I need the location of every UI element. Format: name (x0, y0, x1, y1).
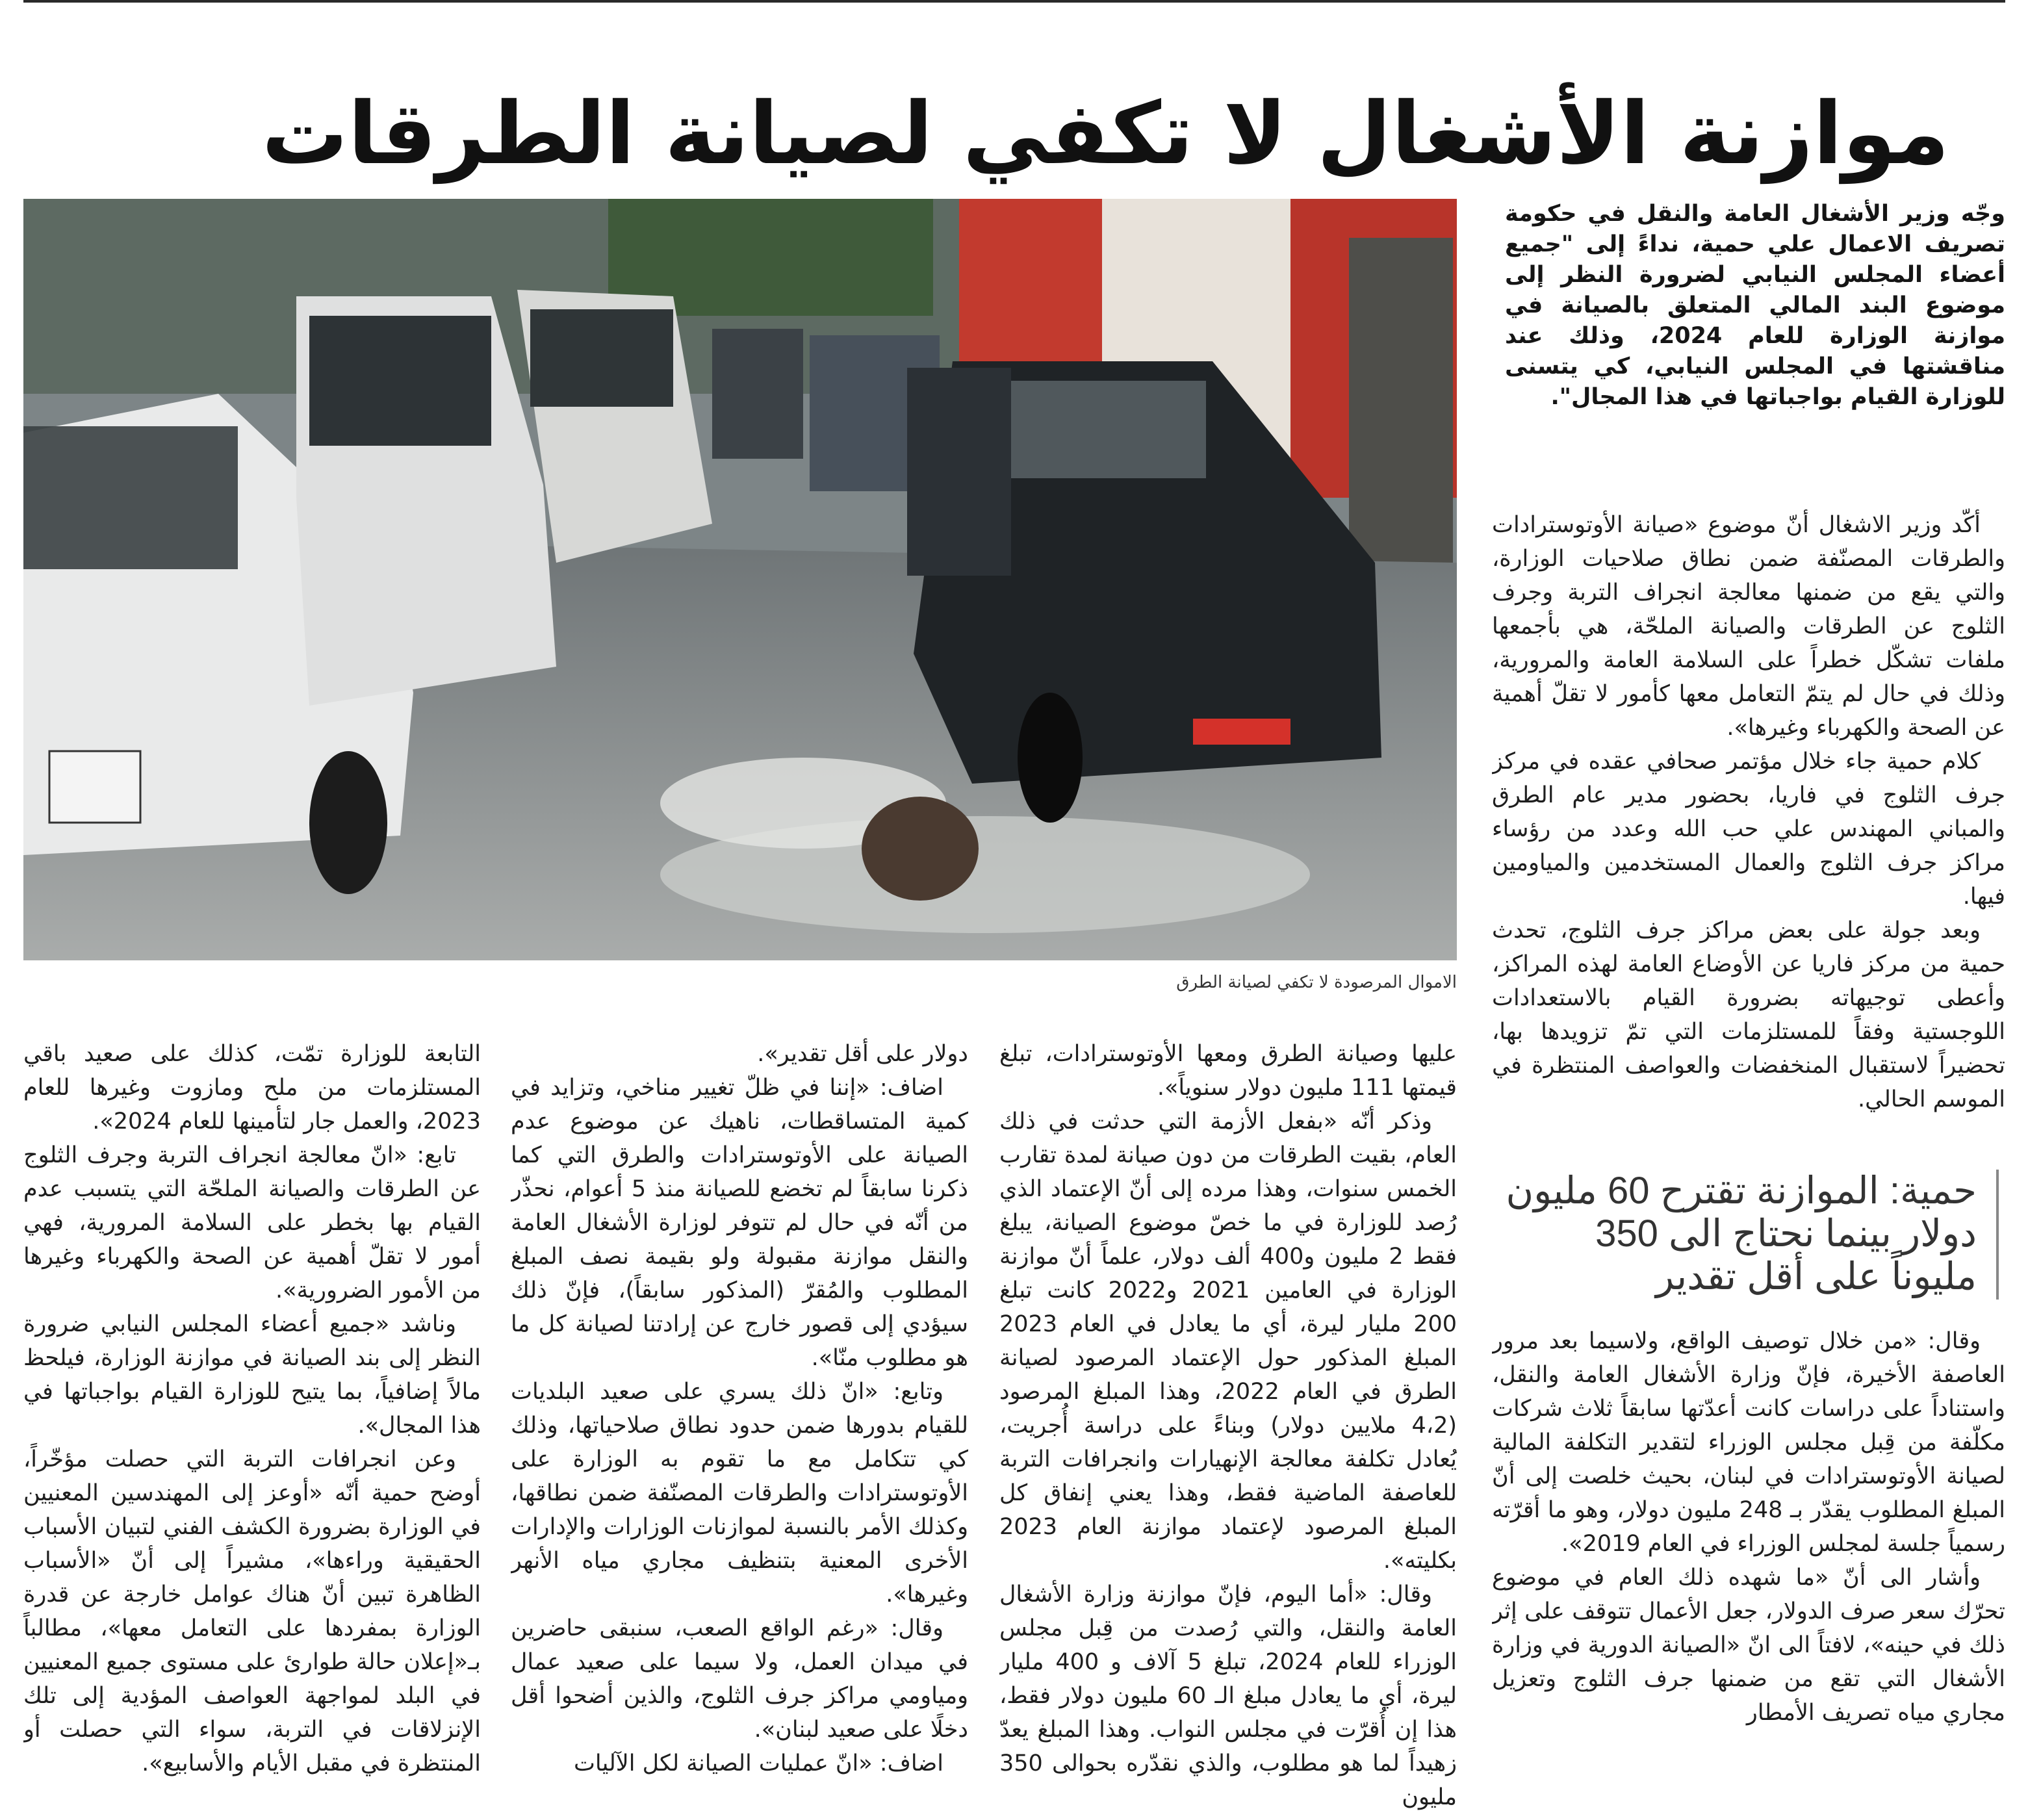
column-1-bottom (1492, 1324, 2005, 1805)
paragraph: وعن انجرافات التربة التي حصلت مؤخّراً، أوضح حمية أنّه «أوعز إلى المهندسين المعنيين في الوزارة بضرورة الكشف الفني لتبيان الأسباب الحقيقية وراءها»، مشيراً إلى أنّ «الأسباب الظاهرة تبين أنّ هناك عوامل خارجة عن قدرة الوزارة بمفردها على التعامل معها»، مطالباً بـ«إعلان حالة طوارئ على مستوى جميع المعنيين في البلد لمواجهة العواصف المؤدية إلى تلك الإنزلاقات في التربة، سواء التي حصلت أو المنتظرة في مقبل الأيام والأسابيع». (23, 1446, 481, 1776)
paragraph: وأشار الى أنّ «ما شهده ذلك العام في موضوع تحرّك سعر صرف الدولار، جعل الأعمال تتوقف على إثر ذلك في حينه»، لافتاً الى انّ «الصيانة الدورية في وزارة الأشغال التي تقع من ضمنها جرف الثلوج وتعزيل مجاري مياه تصريف الأمطار (1492, 1565, 2005, 1726)
paragraph: كلام حمية جاء خلال مؤتمر صحافي عقده في مركز جرف الثلوج في فاريا، بحضور مدير عام الطرق والمباني المهندس علي حب الله وعدد من رؤساء مراكز جرف الثلوج والعمال المستخدمين والمياومين فيها. (1492, 749, 2005, 910)
article-photo (23, 199, 1457, 960)
paragraph: وبعد جولة على بعض مراكز جرف الثلوج، تحدث حمية من مركز فاريا عن الأوضاع العامة لهذه المراكز، وأعطى توجيهاته بضرورة القيام بالاستعدادات اللوجستية وفقاً للمستلزمات التي تمّ تزويدها بها، تحضيراً لاستقبال المنخفضات والعواصف المنتظرة في الموسم الحالي. (1492, 917, 2005, 1112)
flooded-street-photo (23, 199, 1457, 960)
paragraph: وقال: «رغم الواقع الصعب، سنبقى حاضرين في ميدان العمل، ولا سيما على صعيد عمال ومياومي مراكز جرف الثلوج، والذين أضحوا أقل دخلًا على صعيد لبنان». (511, 1615, 968, 1743)
paragraph: وقال: «أما اليوم، فإنّ موازنة وزارة الأشغال العامة والنقل، والتي رُصدت من قِبل مجلس الوزراء للعام 2024، تبلغ 5 آلاف و 400 مليار ليرة، أي ما يعادل مبلغ الـ 60 مليون دولار فقط، هذا إن أُقرّت في مجلس النواب. وهذا المبلغ يعدّ زهيداً لما هو مطلوب، والذي نقدّره بحوالى 350 مليون (999, 1582, 1457, 1810)
pull-quote: حمية: الموازنة تقترح 60 مليون دولار بينما نحتاج الى 350 مليوناً على أقل تقدير (1505, 1170, 1999, 1300)
paragraph: اضاف: «انّ عمليات الصيانة لكل الآليات (573, 1750, 943, 1776)
paragraph: تابع: «انّ معالجة انجراف التربة وجرف الثلوج عن الطرقات والصيانة الملحّة التي يتسبب عدم القيام بها بخطر على السلامة المرورية، فهي أمور لا تقلّ أهمية عن الصحة والكهرباء وغيرها من الأمور الضرورية». (23, 1142, 481, 1303)
column-1-top (1492, 508, 2005, 1158)
top-rule (23, 0, 2005, 3)
article-intro: وجّه وزير الأشغال العامة والنقل في حكومة تصريف الاعمال علي حمية، نداءً إلى "جميع أعضاء المجلس النيابي لضرورة النظر إلى موضوع البند المالي المتعلق بالصيانة في موازنة الوزارة للعام 2024، وذلك عند مناقشتها في المجلس النيابي، كي يتسنى للوزارة القيام بواجباتها في هذا المجال". (1505, 201, 2005, 410)
column-4 (23, 1037, 481, 1810)
paragraph: وتابع: «انّ ذلك يسري على صعيد البلديات للقيام بدورها ضمن حدود نطاق صلاحياتها، وذلك كي تتكامل مع ما تقوم به الوزارة على الأوتوسترادات والطرقات المصنّفة ضمن نطاقها، وكذلك الأمر بالنسبة لموازنات الوزارات والإدارات الأخرى المعنية بتنظيف مجاري مياه الأنهر وغيرها». (511, 1379, 968, 1608)
paragraph: وناشد «جميع أعضاء المجلس النيابي ضرورة النظر إلى بند الصيانة في موازنة الوزارة، فيلحظ مالاً إضافياً، بما يتيح للوزارة القيام بواجباتها في هذا المجال». (23, 1311, 481, 1439)
paragraph: وذكر أنّه «بفعل الأزمة التي حدثت في ذلك العام، بقيت الطرقات من دون صيانة لمدة تقارب الخمس سنوات، وهذا مرده إلى أنّ الإعتماد الذي رُصد للوزارة في ما خصّ موضوع الصيانة، يبلغ فقط 2 مليون و400 ألف دولار، علماً أنّ موازنة الوزارة في العامين 2021 و2022 كانت تبلغ 200 مليار ليرة، أي ما يعادل في العام 2023 المبلغ المذكور حول الإعتماد المرصود لصيانة الطرق في العام 2022، وهذا المبلغ المرصود (4،2 ملايين دولار) وبناءً على دراسة أُجريت، يُعادل تكلفة معالجة الإنهيارات وانجرافات التربة للعاصفة الماضية فقط، وهذا يعني إنفاق كل المبلغ المرصود لإعتماد موازنة العام 2023 بكليته». (999, 1109, 1457, 1574)
column-3 (511, 1037, 968, 1810)
column-2 (999, 1037, 1457, 1810)
paragraph: عليها وصيانة الطرق ومعها الأوتوسترادات، تبلغ قيمتها 111 مليون دولار سنوياً». (999, 1041, 1457, 1101)
paragraph: أكّد وزير الاشغال أنّ موضوع «صيانة الأوتوسترادات والطرقات المصنّفة ضمن نطاق صلاحيات الوزارة، والتي يقع من ضمنها معالجة انجراف التربة وجرف الثلوج عن الطرقات والصيانة الملحّة، هي بأجمعها ملفات تشكّل خطراً على السلامة العامة والمرورية، وذلك في حال لم يتمّ التعامل معها كأمور لا تقلّ أهمية عن الصحة والكهرباء وغيرها». (1492, 512, 2005, 741)
paragraph: اضاف: «إننا في ظلّ تغيير مناخي، وتزايد في كمية المتساقطات، ناهيك عن موضوع عدم الصيانة على الأوتوسترادات والطرق التي كما ذكرنا سابقاً لم تخضع للصيانة منذ 5 أعوام، نحذّر من أنّه في حال لم تتوفر لوزارة الأشغال العامة والنقل موازنة مقبولة ولو بقيمة نصف المبلغ المطلوب والمُقرّ (المذكور سابقاً)، فإنّ ذلك سيؤدي إلى قصور خارج عن إرادتنا لصيانة كل ما هو مطلوب منّا». (511, 1075, 968, 1371)
paragraph: وقال: «من خلال توصيف الواقع، ولاسيما بعد مرور العاصفة الأخيرة، فإنّ وزارة الأشغال العامة والنقل، واستناداً على دراسات كانت أعدّتها سابقاً ثلاث شركات مكلّفة من قِبل مجلس الوزراء لتقدير التكلفة المالية لصيانة الأوتوسترادات في لبنان، بحيث خلصت إلى أنّ المبلغ المطلوب يقدّر بـ 248 مليون دولار، وهو ما أقرّته رسمياً جلسة لمجلس الوزراء في العام 2019». (1492, 1328, 2005, 1557)
paragraph: دولار على أقل تقدير». (757, 1041, 968, 1067)
photo-caption: الاموال المرصودة لا تكفي لصيانة الطرق (1176, 973, 1457, 992)
paragraph: التابعة للوزارة تمّت، كذلك على صعيد باقي المستلزمات من ملح ومازوت وغيرها للعام 2023، والعمل جار لتأمينها للعام 2024». (23, 1041, 481, 1134)
article-headline: موازنة الأشغال لا تكفي لصيانة الطرقات (261, 84, 1949, 185)
